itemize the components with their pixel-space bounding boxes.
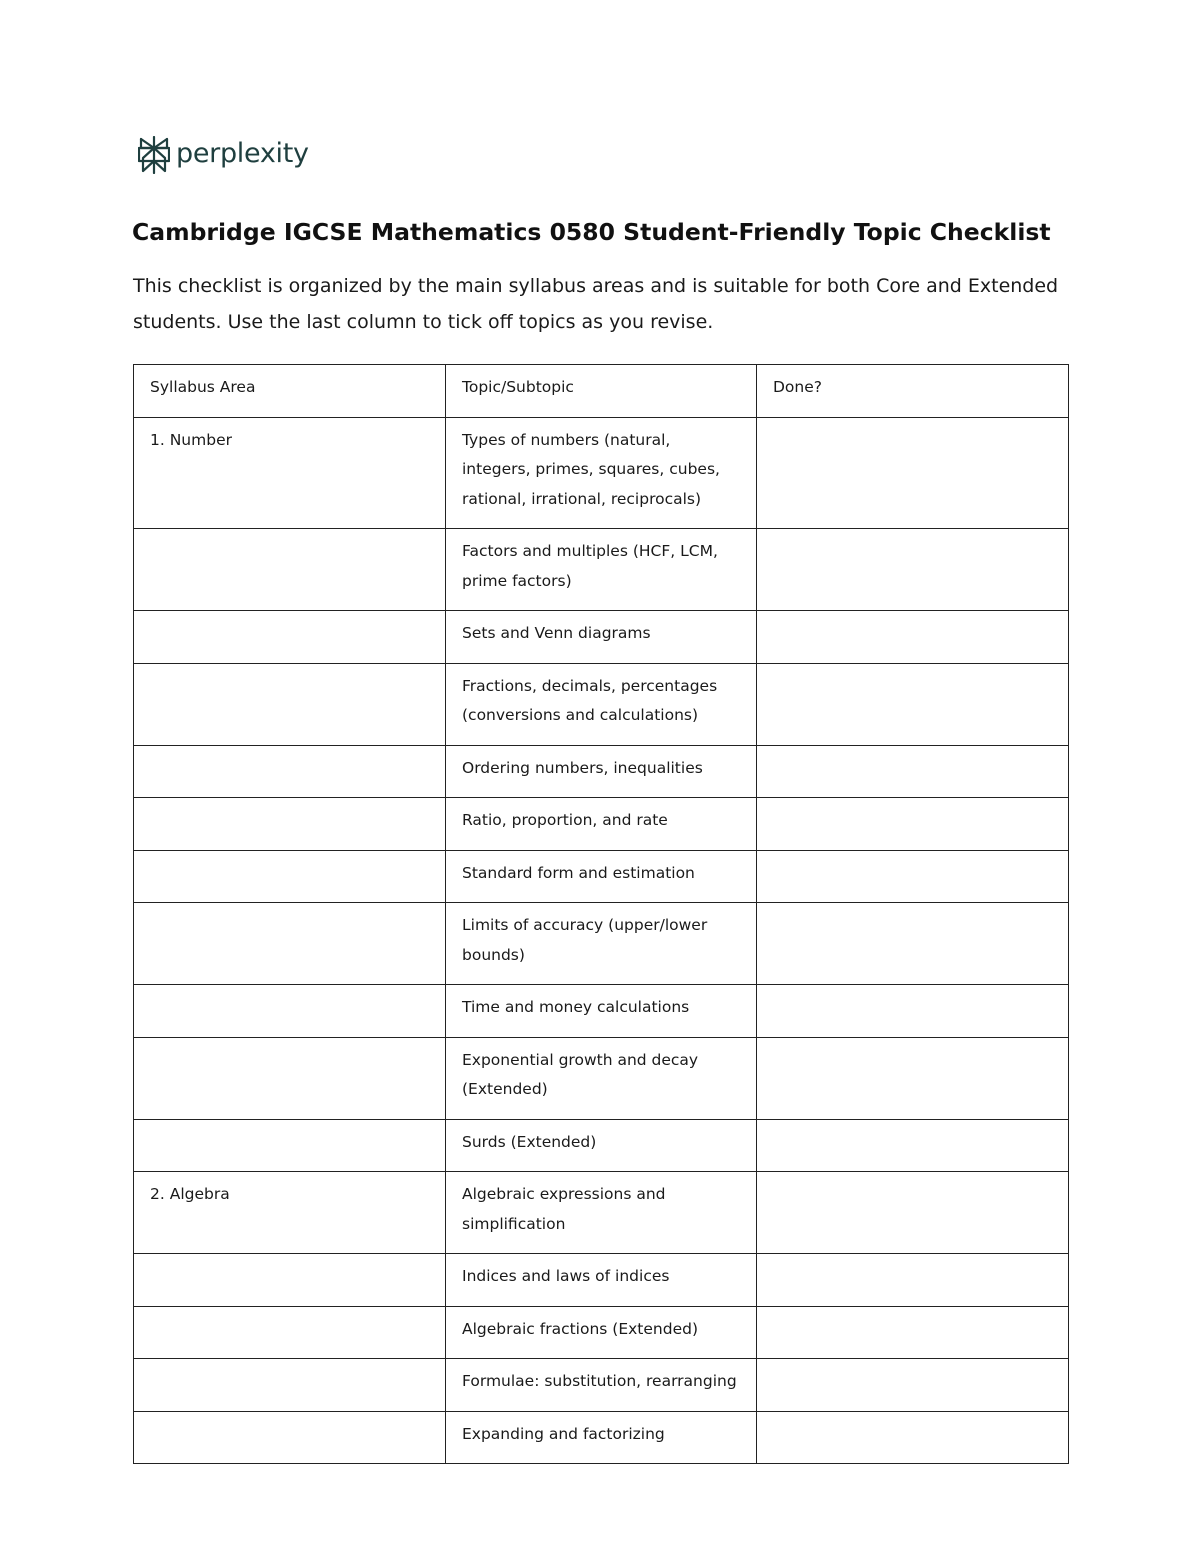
done-cell[interactable]: [757, 663, 1069, 745]
topic-cell: Limits of accuracy (upper/lower bounds): [446, 903, 757, 985]
table-row: [134, 850, 1069, 903]
perplexity-logo: [138, 136, 309, 174]
syllabus-area-cell: 1. Number: [134, 417, 446, 529]
done-cell[interactable]: [757, 611, 1069, 664]
topic-cell: Ratio, proportion, and rate: [446, 798, 757, 851]
column-header-done: Done?: [757, 365, 1069, 418]
syllabus-area-cell: [134, 529, 446, 611]
document-title: Cambridge IGCSE Mathematics 0580 Student-Friendly Topic Checklist: [132, 218, 1051, 246]
syllabus-area-cell: [134, 903, 446, 985]
table-row: [134, 745, 1069, 798]
syllabus-area-cell: [134, 1254, 446, 1307]
topic-cell: Surds (Extended): [446, 1119, 757, 1172]
syllabus-area-cell: [134, 663, 446, 745]
table-row: [134, 1359, 1069, 1412]
topic-checklist-table: [133, 364, 1069, 1464]
table-row: [134, 529, 1069, 611]
topic-cell: Types of numbers (natural, integers, primes, squares, cubes, rational, irrational, reciprocals): [446, 417, 757, 529]
table-row: [134, 417, 1069, 529]
syllabus-area-cell: [134, 611, 446, 664]
topic-cell: Ordering numbers, inequalities: [446, 745, 757, 798]
syllabus-area-cell: [134, 1119, 446, 1172]
topic-cell: Formulae: substitution, rearranging: [446, 1359, 757, 1412]
syllabus-area-cell: [134, 985, 446, 1038]
done-cell[interactable]: [757, 417, 1069, 529]
done-cell[interactable]: [757, 529, 1069, 611]
syllabus-area-cell: [134, 798, 446, 851]
table-row: [134, 1306, 1069, 1359]
topic-cell: Time and money calculations: [446, 985, 757, 1038]
topic-cell: Algebraic fractions (Extended): [446, 1306, 757, 1359]
done-cell[interactable]: [757, 985, 1069, 1038]
topic-cell: Exponential growth and decay (Extended): [446, 1037, 757, 1119]
syllabus-area-cell: [134, 1306, 446, 1359]
topic-cell: Indices and laws of indices: [446, 1254, 757, 1307]
table-row: [134, 1037, 1069, 1119]
perplexity-logo-icon: [138, 136, 170, 174]
syllabus-area-cell: [134, 1359, 446, 1412]
syllabus-area-cell: [134, 745, 446, 798]
column-header-syllabus-area: Syllabus Area: [134, 365, 446, 418]
table-row: [134, 663, 1069, 745]
topic-cell: Fractions, decimals, percentages (conversions and calculations): [446, 663, 757, 745]
table-row: [134, 1254, 1069, 1307]
done-cell[interactable]: [757, 1119, 1069, 1172]
done-cell[interactable]: [757, 798, 1069, 851]
done-cell[interactable]: [757, 745, 1069, 798]
table-header-row: [134, 365, 1069, 418]
topic-cell: Sets and Venn diagrams: [446, 611, 757, 664]
syllabus-area-cell: [134, 850, 446, 903]
done-cell[interactable]: [757, 850, 1069, 903]
column-header-topic: Topic/Subtopic: [446, 365, 757, 418]
topic-cell: Standard form and estimation: [446, 850, 757, 903]
done-cell[interactable]: [757, 903, 1069, 985]
topic-cell: Expanding and factorizing: [446, 1411, 757, 1464]
done-cell[interactable]: [757, 1172, 1069, 1254]
done-cell[interactable]: [757, 1411, 1069, 1464]
done-cell[interactable]: [757, 1306, 1069, 1359]
done-cell[interactable]: [757, 1359, 1069, 1412]
table-row: [134, 1172, 1069, 1254]
table-row: [134, 611, 1069, 664]
table-row: [134, 798, 1069, 851]
topic-cell: Factors and multiples (HCF, LCM, prime factors): [446, 529, 757, 611]
intro-paragraph: This checklist is organized by the main syllabus areas and is suitable for both Core and Extended students. Use the last column to tick off topics as you revise.: [133, 275, 1059, 333]
table-row: [134, 985, 1069, 1038]
done-cell[interactable]: [757, 1037, 1069, 1119]
syllabus-area-cell: 2. Algebra: [134, 1172, 446, 1254]
topic-cell: Algebraic expressions and simplification: [446, 1172, 757, 1254]
table-row: [134, 1119, 1069, 1172]
perplexity-wordmark: perplexity: [176, 137, 309, 169]
syllabus-area-cell: [134, 1411, 446, 1464]
table-row: [134, 903, 1069, 985]
syllabus-area-cell: [134, 1037, 446, 1119]
table-row: [134, 1411, 1069, 1464]
done-cell[interactable]: [757, 1254, 1069, 1307]
